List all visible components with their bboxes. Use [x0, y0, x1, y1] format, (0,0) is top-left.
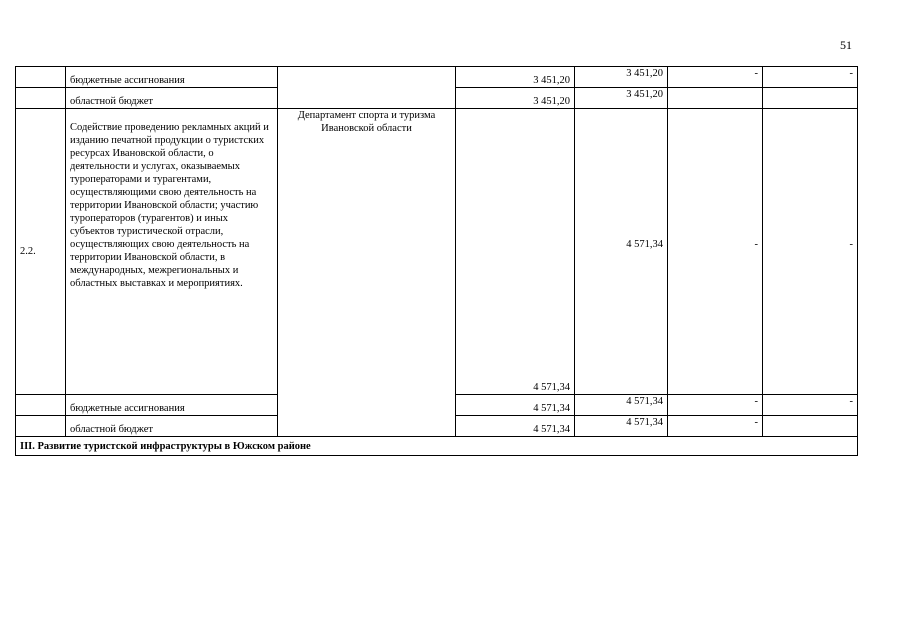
- section-row: [16, 437, 858, 456]
- item-value-3: -: [668, 109, 763, 395]
- row-number-cell: [16, 88, 66, 109]
- value-cell-1: 3 451,20: [456, 67, 575, 88]
- page-number: 51: [840, 38, 852, 52]
- value-cell-4: [763, 88, 858, 109]
- value-cell-3: -: [668, 67, 763, 88]
- item-executor: Департамент спорта и туризма Ивановской области: [278, 109, 456, 437]
- section-title: III. Развитие туристской инфраструктуры в Южском районе: [16, 437, 858, 456]
- value-cell-3: -: [668, 395, 763, 416]
- value-cell-2: 4 571,34: [575, 416, 668, 437]
- value-cell-1: 4 571,34: [456, 395, 575, 416]
- value-cell-2: 4 571,34: [575, 395, 668, 416]
- program-table: [15, 66, 858, 456]
- table-row: [16, 67, 858, 88]
- table-row-item: [16, 109, 858, 395]
- item-value-4: -: [763, 109, 858, 395]
- row-name-cell: бюджетные ассигнования: [66, 67, 278, 88]
- value-cell-4: [763, 416, 858, 437]
- item-value-2: 4 571,34: [575, 109, 668, 395]
- row-number-cell: [16, 67, 66, 88]
- item-value-1: 4 571,34: [456, 109, 575, 395]
- row-name-cell: областной бюджет: [66, 416, 278, 437]
- item-number: 2.2.: [16, 109, 66, 395]
- row-name-cell: областной бюджет: [66, 88, 278, 109]
- executor-cell: [278, 67, 456, 109]
- value-cell-2: 3 451,20: [575, 88, 668, 109]
- value-cell-2: 3 451,20: [575, 67, 668, 88]
- value-cell-1: 4 571,34: [456, 416, 575, 437]
- value-cell-3: -: [668, 416, 763, 437]
- item-name: Содействие проведению рекламных акций и изданию печатной продукции о туристских ресурсах Ивановской области, о деятельности и услугах, оказываемых туроператорами и турагентами, осуществляющими свою деятельность на территории Ивановской области; участию туроператоров (турагентов) и иных субъектов туристической отрасли, осуществляющих свою деятельность на территории Ивановской области, в международных, межрегиональных и областных выставках и мероприятиях.: [66, 109, 278, 395]
- row-number-cell: [16, 395, 66, 416]
- value-cell-3: [668, 88, 763, 109]
- value-cell-1: 3 451,20: [456, 88, 575, 109]
- row-name-cell: бюджетные ассигнования: [66, 395, 278, 416]
- value-cell-4: -: [763, 67, 858, 88]
- row-number-cell: [16, 416, 66, 437]
- value-cell-4: -: [763, 395, 858, 416]
